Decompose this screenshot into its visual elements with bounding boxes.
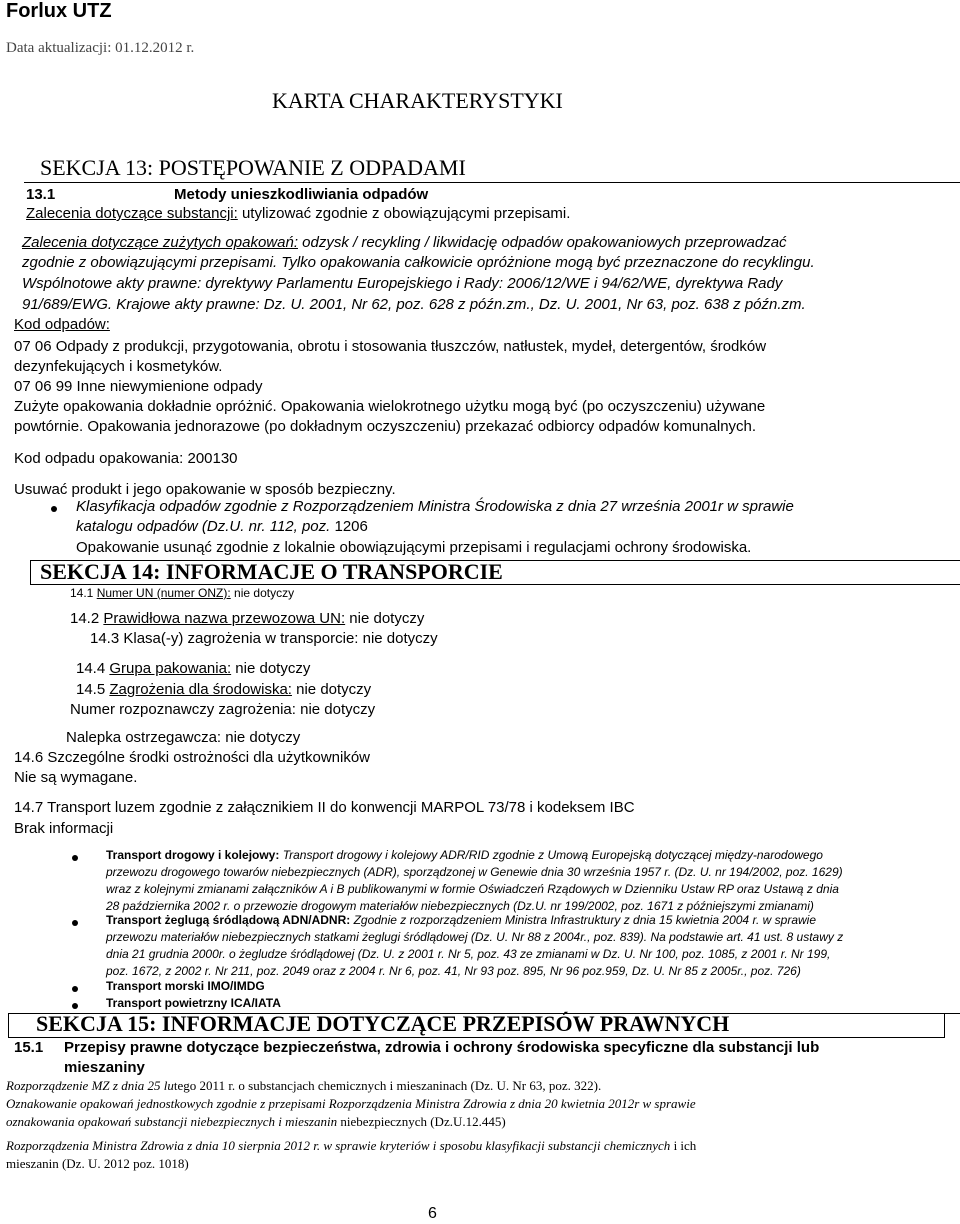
section-14-title: SEKCJA 14: INFORMACJE O TRANSPORCIE: [40, 559, 503, 584]
section-15-title: SEKCJA 15: INFORMACJE DOTYCZĄCE PRZEPISÓW PRAWNYCH: [36, 1011, 730, 1036]
section-13-title: SEKCJA 13: POSTĘPOWANIE Z ODPADAMI: [40, 155, 466, 180]
disposal-text: Opakowanie usunąć zgodnie z lokalnie obowiązującymi przepisami i regulacjami ochrony środowiska.: [76, 539, 752, 556]
sea-transport: Transport morski IMO/IMDG: [106, 979, 265, 993]
section-13-1-title: Metody unieszkodliwiania odpadów: [174, 186, 429, 203]
section-13-divider: [24, 182, 960, 183]
road-transport: Transport drogowy i kolejowy: Transport drogowy i kolejowy ADR/RID zgodnie z Umową Europejską dotyczącej między-narodowego: [106, 848, 823, 862]
regulation-text: Rozporządzenie MZ z dnia 25 lutego 2011 r. o substancjach chemicznych i mieszaninach (Dz. U. Nr 63, poz. 322).: [6, 1078, 602, 1093]
product-name: Forlux UTZ: [6, 0, 112, 22]
text-line: Zużyte opakowania dokładnie opróżnić. Opakowania wielokrotnego użytku mogą być (po oczyszczeniu) używane: [14, 398, 766, 415]
regulation-text: oznakowania opakowań substancji niebezpiecznych i mieszanin niebezpiecznych (Dz.U.12.445): [6, 1114, 506, 1129]
packaging-waste-code: Kod odpadu opakowania: 200130: [14, 450, 238, 467]
text-line: wraz z kolejnymi zmianami załączników A i B publikowanymi w formie Oświadczeń Rządowych w Dzienniku Ustaw RP oraz Ustawą z dnia: [106, 882, 839, 896]
text-line: 28 października 2002 r. o przewozie drogowym materiałów niebezpiecznych (Dz.U. nr 199/2002, poz. 1671 z późniejszymi zmianami): [106, 899, 814, 913]
un-shipping-name: 14.2 Prawidłowa nazwa przewozowa UN: nie dotyczy: [70, 610, 425, 627]
classification-text: katalogu odpadów (Dz.U. nr. 112, poz. 1206: [76, 518, 368, 535]
packaging-recommendation: Zalecenia dotyczące zużytych opakowań: odzysk / recykling / likwidację odpadów opakowaniowych przeprowadzać: [22, 234, 787, 251]
text-line: powtórnie. Opakowania jednorazowe (po dokładnym oczyszczeniu) przekazać odbiorcy odpadów komunalnych.: [14, 418, 757, 435]
waste-code-label: Kod odpadów:: [14, 316, 110, 333]
un-number: 14.1 Numer UN (numer ONZ): nie dotyczy: [70, 586, 295, 600]
update-date: Data aktualizacji: 01.12.2012 r.: [6, 40, 195, 56]
section-15-right-border: [944, 1013, 945, 1037]
environmental-hazards: 14.5 Zagrożenia dla środowiska: nie dotyczy: [76, 681, 372, 698]
regulation-text: mieszanin (Dz. U. 2012 poz. 1018): [6, 1156, 189, 1171]
bullet-icon: [72, 1003, 78, 1009]
air-transport: Transport powietrzny ICA/IATA: [106, 996, 281, 1010]
substance-recommendation: Zalecenia dotyczące substancji: utylizować zgodnie z obowiązującymi przepisami.: [26, 205, 571, 222]
transport-hazard-class: 14.3 Klasa(-y) zagrożenia w transporcie: nie dotyczy: [90, 630, 438, 647]
document-title: KARTA CHARAKTERYSTYKI: [272, 88, 563, 113]
text-line: Nie są wymagane.: [14, 769, 138, 786]
text-line: 91/689/EWG. Krajowe akty prawne: Dz. U. 2001, Nr 62, poz. 628 z późn.zm., Dz. U. 2001, Nr 63, poz. 638 z późn.zm.: [22, 296, 806, 313]
special-precautions: 14.6 Szczególne środki ostrożności dla użytkowników: [14, 749, 371, 766]
inland-transport: Transport żeglugą śródlądową ADN/ADNR: Zgodnie z rozporządzeniem Ministra Infrastruktury z dnia 15 kwietnia 2004 r. w sprawie: [106, 913, 817, 927]
text-line: 07 06 99 Inne niewymienione odpady: [14, 378, 263, 395]
regulation-text: Oznakowanie opakowań jednostkowych zgodnie z przepisami Rozporządzenia Ministra Zdrowia z dnia 20 kwietnia 2012r w sprawie: [6, 1096, 696, 1111]
section-14-left-border: [30, 560, 31, 584]
classification-text: Klasyfikacja odpadów zgodnie z Rozporządzeniem Ministra Środowiska z dnia 27 września 2001r w sprawie: [76, 498, 794, 515]
section-15-left-border: [8, 1013, 9, 1037]
text-line: 07 06 Odpady z produkcji, przygotowania, obrotu i stosowania tłuszczów, natłustek, mydeł, detergentów, środków: [14, 338, 767, 355]
bullet-icon: [51, 506, 57, 512]
section-15-1-title: mieszaniny: [64, 1059, 145, 1076]
text-line: dezynfekujących i kosmetyków.: [14, 358, 223, 375]
text-line: Usuwać produkt i jego opakowanie w sposób bezpieczny.: [14, 481, 396, 498]
bullet-icon: [72, 986, 78, 992]
page-number: 6: [428, 1205, 437, 1222]
packing-group: 14.4 Grupa pakowania: nie dotyczy: [76, 660, 311, 677]
hazard-id-number: Numer rozpoznawczy zagrożenia: nie dotyczy: [70, 701, 376, 718]
section-14-divider: [30, 584, 960, 585]
section-15-1-title: Przepisy prawne dotyczące bezpieczeństwa, zdrowia i ochrony środowiska specyficzne dla substancji lub: [64, 1039, 820, 1056]
bullet-icon: [72, 920, 78, 926]
bulk-transport: 14.7 Transport luzem zgodnie z załącznikiem II do konwencji MARPOL 73/78 i kodeksem IBC: [14, 799, 635, 816]
text-line: Brak informacji: [14, 820, 114, 837]
section-13-1-number: 13.1: [26, 186, 56, 203]
warning-label: Nalepka ostrzegawcza: nie dotyczy: [66, 729, 301, 746]
text-line: dnia 21 grudnia 2000r. o żegludze śródlądowej (Dz. U. z 2001 r. Nr 5, poz. 43 ze zmianami w Dz. U. Nr 100, poz. 1085, z 2001 r. Nr 199,: [106, 947, 831, 961]
section-15-divider: [8, 1037, 945, 1038]
text-line: przewozu materiałów niebezpiecznych statkami żeglugi śródlądowej (Dz. U. Nr 88 z 2004r., poz. 839). Na podstawie art. 41 ust. 8 ustawy z: [106, 930, 844, 944]
text-line: zgodnie z obowiązującymi przepisami. Tylko opakowania całkowicie opróżnione mogą być przeznaczone do recyklingu.: [22, 254, 815, 271]
text-line: przewozu drogowego towarów niebezpiecznych (ADR), sporządzonej w Genewie dnia 30 września 1957 r. (Dz. U. nr 194/2002, poz. 1629): [106, 865, 843, 879]
regulation-text: Rozporządzenia Ministra Zdrowia z dnia 10 sierpnia 2012 r. w sprawie kryteriów i sposobu klasyfikacji substancji chemicznych i ich: [6, 1138, 697, 1153]
text-line: poz. 1672, z 2002 r. Nr 211, poz. 2049 oraz z 2004 r. Nr 6, poz. 41, Nr 93 poz. 895, Nr 96 poz.959, Dz. U. Nr 85 z 2005r., poz. 726): [106, 964, 801, 978]
bullet-icon: [72, 855, 78, 861]
text-line: Wspólnotowe akty prawne: dyrektywy Parlamentu Europejskiego i Rady: 2006/12/WE i 94/62/WE, dyrektywa Rady: [22, 275, 783, 292]
section-15-1-number: 15.1: [14, 1039, 44, 1056]
